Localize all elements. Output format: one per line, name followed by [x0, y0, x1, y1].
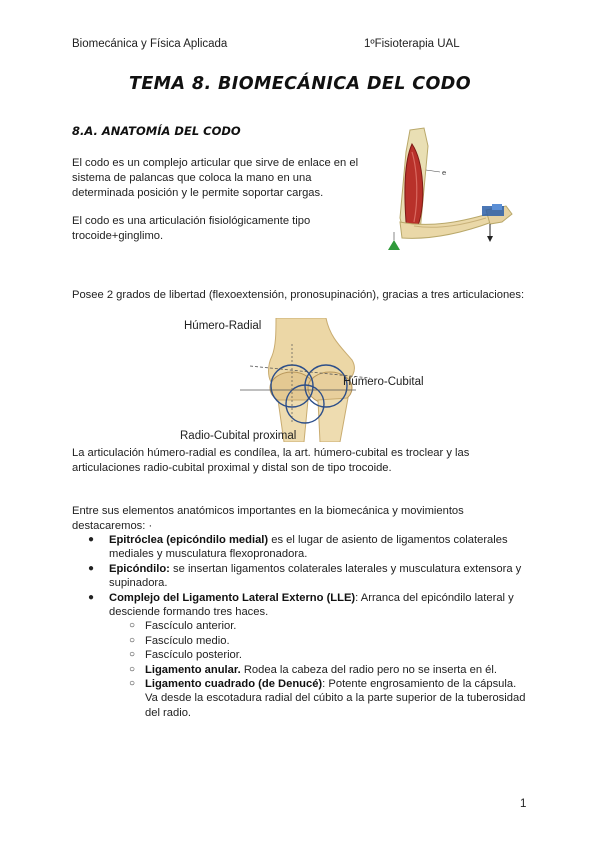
bullet-dot-icon: ●: [88, 562, 95, 574]
label-radio-cubital: Radio-Cubital proximal: [180, 430, 297, 442]
header-left: Biomecánica y Física Aplicada: [72, 38, 228, 50]
paragraph-intro: El codo es un complejo articular que sirve de enlace en el sistema de palancas que coloca la mano en una determinada posición y le permite soportar cargas.: [72, 157, 359, 199]
list-item: [88, 533, 528, 562]
bullet-text: es el lugar de asiento de ligamentos colaterales mediales y musculatura flexopronadora.: [109, 534, 508, 561]
bullet-circle-icon: ○: [129, 620, 136, 632]
anatomy-bullet-list: [88, 533, 528, 720]
list-item: [88, 591, 528, 721]
bullet-dot-icon: ●: [88, 591, 95, 603]
list-item: [109, 677, 528, 720]
sub-bullet-text: : Potente engrosamiento de la cápsula. Va desde la escotadura radial del cúbito a la parte superior de la tuberosidad del radio.: [145, 678, 526, 719]
page-number: 1: [520, 798, 527, 810]
list-item: [109, 663, 528, 677]
list-item: [109, 634, 528, 648]
page-title: TEMA 8. BIOMECÁNICA DEL CODO: [128, 74, 472, 94]
bullet-circle-icon: ○: [129, 634, 136, 646]
bullet-circle-icon: ○: [129, 678, 136, 690]
bullet-circle-icon: ○: [129, 649, 136, 661]
bullet-circle-icon: ○: [129, 663, 136, 675]
bullet-dot-icon: ●: [88, 534, 95, 545]
paragraph-articulation-type: El codo es una articulación fisiológicamente tipo trocoide+ginglimo.: [72, 215, 311, 242]
sub-bullet-term: Ligamento cuadrado (de Denucé): [145, 678, 323, 691]
label-humero-cubital: Húmero-Cubital: [343, 376, 424, 388]
sub-bullet-list: [109, 619, 528, 720]
header-right: 1ºFisioterapia UAL: [364, 38, 460, 50]
bullet-term: Complejo del Ligamento Lateral Externo (LLE): [109, 591, 356, 604]
paragraph-joint-types: La articulación húmero-radial es condílea, la art. húmero-cubital es troclear y las articulaciones radio-cubital proximal y distal son de tipo trocoide.: [72, 447, 470, 474]
sub-bullet-text: Fascículo anterior.: [145, 620, 237, 633]
list-item: [109, 619, 528, 633]
sub-bullet-term: Ligamento anular.: [145, 663, 241, 676]
label-humero-radial: Húmero-Radial: [184, 320, 262, 332]
bullet-text: : Arranca del epicóndilo lateral y desciende formando tres haces.: [109, 591, 514, 619]
bullet-term: Epicóndilo:: [109, 562, 170, 575]
paragraph-elements-intro: Entre sus elementos anatómicos importantes en la biomecánica y movimientos destacaremos: ·: [72, 505, 464, 532]
list-item: [109, 648, 528, 662]
elbow-lever-illustration: [370, 122, 520, 262]
bullet-text: se insertan ligamentos colaterales laterales y musculatura extensora y supinadora.: [109, 562, 522, 590]
section-heading: 8.A. ANATOMÍA DEL CODO: [72, 124, 241, 138]
sub-bullet-text: Fascículo medio.: [145, 634, 230, 647]
sub-bullet-text: Rodea la cabeza del radio pero no se inserta en él.: [240, 663, 497, 676]
list-item: [88, 562, 528, 591]
paragraph-degrees-of-freedom: Posee 2 grados de libertad (flexoextensión, pronosupinación), gracias a tres articulaciones:: [72, 289, 525, 301]
arm-label-e: e: [442, 169, 447, 177]
bullet-term: Epitróclea (epicóndilo medial): [109, 534, 269, 546]
sub-bullet-text: Fascículo posterior.: [145, 649, 242, 662]
